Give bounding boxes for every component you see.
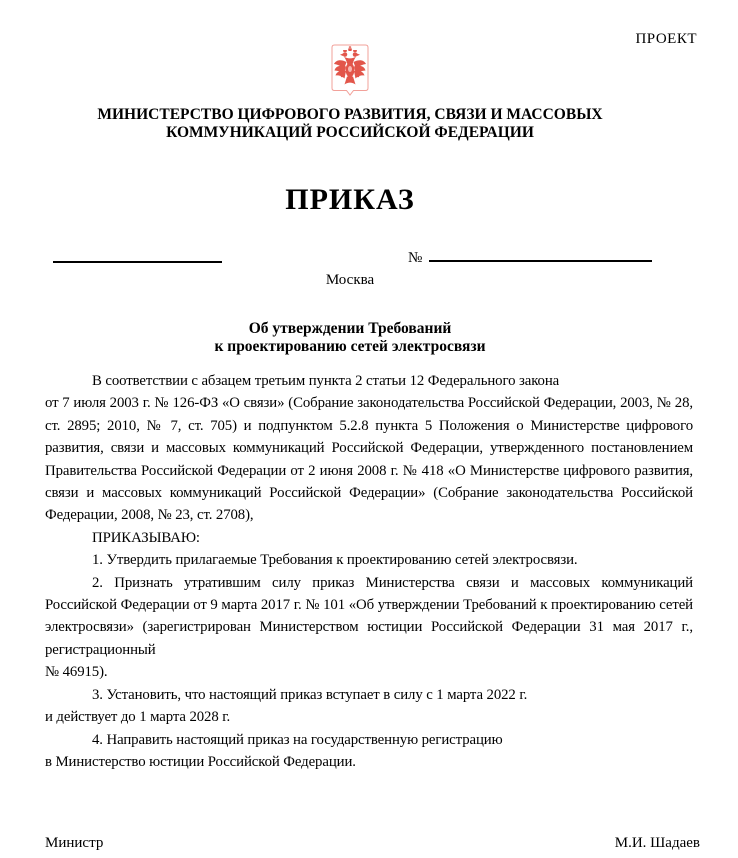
order-word: ПРИКАЗЫВАЮ: — [92, 529, 200, 546]
document-subject — [45, 320, 655, 356]
item-4-line-1: 4. Направить настоящий приказ на государственную регистрацию — [92, 731, 503, 748]
ministry-name — [45, 106, 655, 141]
order-item-3 — [45, 684, 693, 729]
draft-label: ПРОЕКТ — [635, 31, 697, 47]
signer-title: Министр — [45, 835, 104, 851]
signature-row — [45, 835, 700, 852]
number-blank-line — [429, 245, 652, 262]
paragraph-intro — [45, 370, 693, 527]
item-2-line-1: 2. Признать утратившим силу приказ Министерства связи и массовых коммуникаций Российской Федерации от 9 марта 2017 г. № 101 «Об утверждении Требований к проектированию сетей электросвязи» (зарегистрирован Министерством юстиции Российской Федерации 31 мая 2017 г., регистрационный — [45, 574, 693, 658]
signer-name: М.И. Шадаев — [614, 835, 700, 851]
order-item-4 — [45, 729, 693, 774]
number-group — [408, 245, 652, 267]
order-item-1 — [45, 549, 693, 571]
item-2-line-2: № 46915). — [45, 664, 108, 681]
document-type-title: ПРИКАЗ — [285, 183, 415, 216]
number-sign: № — [408, 250, 423, 266]
subject-line-2: к проектированию сетей электросвязи — [214, 338, 486, 355]
city-label: Москва — [325, 272, 375, 288]
intro-continuation: от 7 июля 2003 г. № 126-ФЗ «О связи» (Собрание законодательства Российской Федерации, 2003, № 28, ст. 2895; 2010, № 7, ст. 705) и подпунктом 5.2.8 пункта 5 Положения о Министерстве цифрового развития, связи и массовых коммуникаций Российской Федерации, утвержденного постановлением Правительства Российской Федерации от 2 июня 2008 г. № 418 «О Министерстве цифрового развития, связи и массовых коммуникаций Российской Федерации» (Собрание законодательства Российской Федерации, 2008, № 23, ст. 2708), — [45, 395, 693, 524]
item-1-line-1: 1. Утвердить прилагаемые Требования к проектированию сетей электросвязи. — [92, 552, 578, 569]
item-3-line-2: и действует до 1 марта 2028 г. — [45, 709, 231, 726]
ministry-name-line1: МИНИСТЕРСТВО ЦИФРОВОГО РАЗВИТИЯ, СВЯЗИ И МАССОВЫХ — [97, 106, 603, 123]
order-item-2 — [45, 572, 693, 684]
intro-line-1: В соответствии с абзацем третьим пункта 2 статьи 12 Федерального закона — [92, 373, 560, 389]
ministry-name-line2: КОММУНИКАЦИЙ РОССИЙСКОЙ ФЕДЕРАЦИИ — [166, 123, 534, 141]
subject-line-1: Об утверждении Требований — [248, 320, 452, 337]
item-3-line-1: 3. Установить, что настоящий приказ вступает в силу с 1 марта 2022 г. — [92, 686, 528, 703]
item-4-line-2: в Министерство юстиции Российской Федерации. — [45, 753, 356, 770]
document-body — [45, 370, 693, 773]
date-blank-line — [53, 261, 222, 263]
coat-of-arms-icon — [331, 44, 369, 100]
